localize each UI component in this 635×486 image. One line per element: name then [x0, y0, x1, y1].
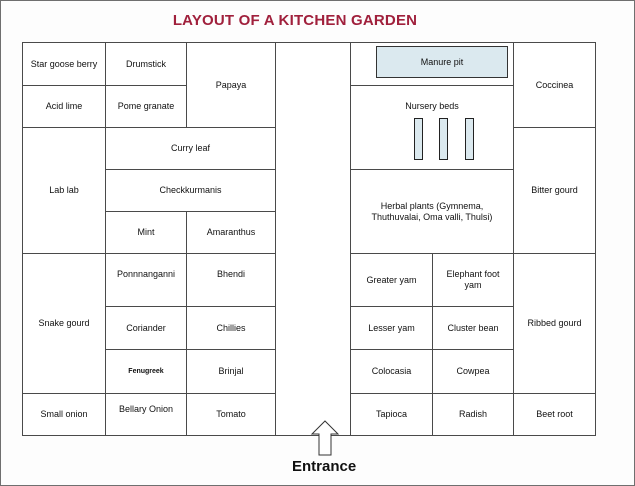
- plot-label: Herbal plants (Gymnema, Thuthuvalai, Oma valli, Thulsi): [371, 200, 493, 222]
- plot-chillies: [186, 306, 276, 350]
- plot-label: Checkkurmanis: [159, 185, 222, 195]
- plot-label: Amaranthus: [206, 227, 256, 237]
- plot-label: Papaya: [215, 79, 247, 90]
- plot-tomato: [186, 393, 276, 436]
- plot-small-onion: [22, 393, 106, 436]
- plot-label: Tomato: [216, 409, 246, 419]
- plot-herbal-plants: [350, 169, 514, 254]
- plot-label: Nursery beds: [405, 101, 459, 111]
- manure-pit: [376, 46, 508, 78]
- plot-radish: [432, 393, 514, 436]
- plot-snake-gourd: [22, 253, 106, 394]
- plot-label: Tapioca: [375, 409, 408, 419]
- plot-bhendi: [186, 253, 276, 307]
- plot-label: Ribbed gourd: [527, 318, 582, 328]
- plot-nursery-beds: [350, 85, 514, 170]
- plot-label: Coccinea: [535, 79, 574, 90]
- plot-pomegranate: [105, 85, 187, 128]
- plot-bitter-gourd: [513, 127, 596, 254]
- plot-label: Ponnnanganni: [116, 269, 176, 279]
- plot-label: Cowpea: [456, 366, 490, 376]
- plot-bellary-onion: [105, 393, 187, 436]
- plot-tapioca: [350, 393, 433, 436]
- nursery-bed-1: [414, 118, 423, 160]
- plot-label: Curry leaf: [170, 143, 210, 153]
- nursery-bed-2: [439, 118, 448, 160]
- plot-checkkurmanis: [105, 169, 276, 212]
- plot-label: Small onion: [40, 409, 88, 419]
- plot-label: Cluster bean: [447, 322, 499, 333]
- plot-label: Bellary Onion: [118, 404, 174, 414]
- plot-cluster-bean: [432, 306, 514, 350]
- plot-label: Acid lime: [45, 101, 83, 111]
- manure-pit-label: Manure pit: [420, 57, 464, 67]
- central-path: [275, 42, 351, 436]
- plot-elephant-foot-yam: [432, 253, 514, 307]
- plot-label: Brinjal: [218, 366, 244, 376]
- plot-label: Coriander: [126, 322, 166, 333]
- plot-greater-yam: [350, 253, 433, 307]
- plot-label: Radish: [458, 409, 487, 419]
- entrance-label: Entrance: [292, 458, 357, 475]
- plot-label: Lesser yam: [368, 322, 415, 333]
- plot-label: Chillies: [216, 322, 246, 333]
- plot-amaranthus: [186, 211, 276, 254]
- plot-label: Bhendi: [216, 269, 246, 279]
- plot-acid-lime: [22, 85, 106, 128]
- plot-label: Star goose berry: [30, 58, 98, 69]
- plot-papaya: [186, 42, 276, 128]
- plot-curry-leaf: [105, 127, 276, 170]
- plot-fenugreek: [105, 349, 187, 394]
- plot-brinjal: [186, 349, 276, 394]
- diagram-title: LAYOUT OF A KITCHEN GARDEN: [172, 12, 418, 29]
- plot-ribbed-gourd: [513, 253, 596, 394]
- plot-label: Mint: [137, 227, 155, 237]
- plot-label: Snake gourd: [38, 318, 90, 328]
- entrance-arrow-icon: [310, 419, 340, 457]
- plot-label: Elephant foot yam: [446, 269, 500, 290]
- plot-colocasia: [350, 349, 433, 394]
- plot-mint: [105, 211, 187, 254]
- plot-star-goose-berry: [22, 42, 106, 86]
- plot-beet-root: [513, 393, 596, 436]
- plot-label: Colocasia: [371, 366, 412, 376]
- plot-label: Drumstick: [126, 58, 166, 69]
- plot-label: Lab lab: [49, 185, 79, 195]
- plot-drumstick: [105, 42, 187, 86]
- plot-ponnnanganni: [105, 253, 187, 307]
- plot-label: Fenugreek: [128, 368, 164, 375]
- nursery-bed-3: [465, 118, 474, 160]
- plot-label: Beet root: [536, 409, 573, 419]
- plot-cowpea: [432, 349, 514, 394]
- plot-coccinea: [513, 42, 596, 128]
- plot-label: Pome granate: [117, 101, 175, 111]
- plot-coriander: [105, 306, 187, 350]
- plot-label: Greater yam: [366, 274, 417, 285]
- plot-lablab: [22, 127, 106, 254]
- plot-lesser-yam: [350, 306, 433, 350]
- plot-label: Bitter gourd: [531, 185, 578, 195]
